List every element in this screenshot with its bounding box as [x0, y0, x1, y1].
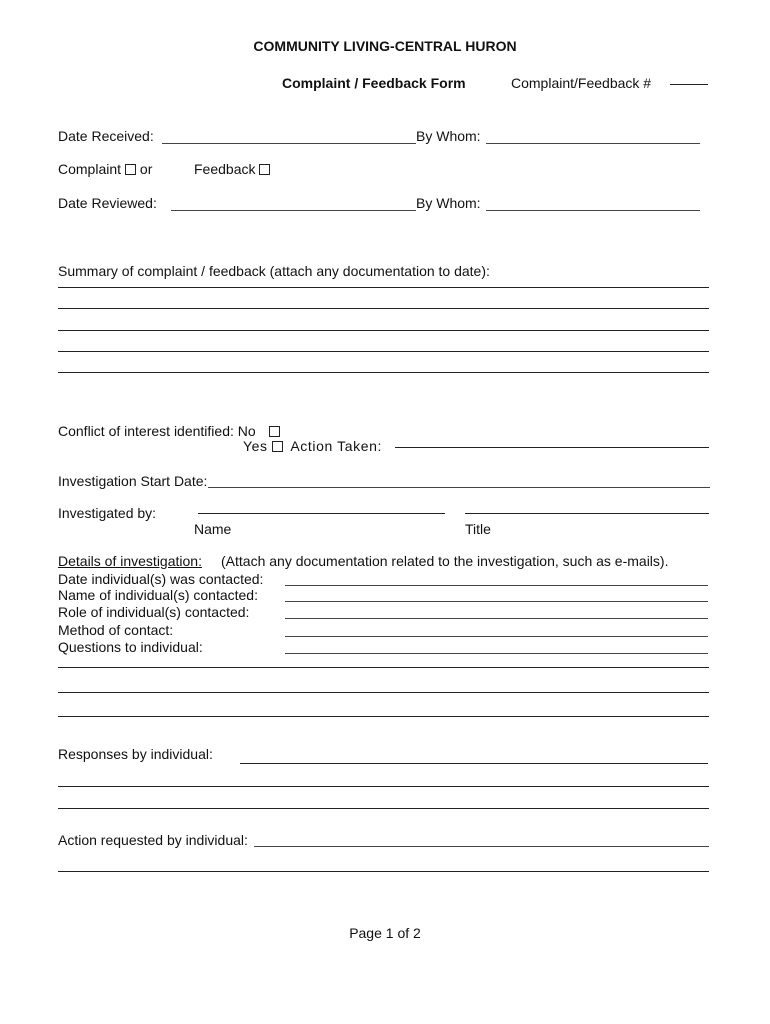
detail-row-label: Date individual(s) was contacted:	[58, 571, 264, 587]
summary-line[interactable]	[58, 287, 709, 288]
complaint-checkbox[interactable]	[125, 164, 136, 175]
page-number: Page 1 of 2	[349, 925, 421, 941]
responses-line[interactable]	[58, 786, 709, 787]
date-contacted-field[interactable]	[285, 585, 708, 586]
action-taken-label: Action Taken:	[290, 438, 382, 454]
org-name: COMMUNITY LIVING-CENTRAL HURON	[253, 38, 517, 54]
action-taken-field[interactable]	[395, 447, 709, 448]
complaint-number-field[interactable]	[670, 84, 708, 85]
responses-line[interactable]	[58, 808, 709, 809]
summary-label: Summary of complaint / feedback (attach any documentation to date):	[58, 263, 490, 279]
responses-label: Responses by individual:	[58, 746, 213, 762]
investigation-start-field[interactable]	[208, 487, 710, 488]
date-reviewed-label: Date Reviewed:	[58, 195, 157, 211]
details-heading: Details of investigation:	[58, 553, 202, 569]
conflict-label: Conflict of interest identified: No	[58, 423, 256, 439]
action-requested-field[interactable]	[254, 846, 709, 847]
conflict-no-option	[58, 423, 280, 439]
questions-field[interactable]	[285, 653, 708, 654]
detail-row-label: Method of contact:	[58, 622, 174, 638]
action-requested-label: Action requested by individual:	[58, 832, 248, 848]
investigation-start-label: Investigation Start Date:	[58, 473, 208, 489]
investigated-by-label: Investigated by:	[58, 505, 157, 521]
summary-line[interactable]	[58, 330, 709, 331]
details-note: (Attach any documentation related to the investigation, such as e-mails).	[221, 553, 669, 569]
detail-row-label: Name of individual(s) contacted:	[58, 587, 258, 603]
feedback-option	[194, 161, 270, 177]
conflict-yes-checkbox[interactable]	[272, 441, 283, 452]
responses-field[interactable]	[240, 763, 708, 764]
title-caption: Title	[465, 521, 491, 537]
date-received-field[interactable]	[162, 143, 416, 144]
action-requested-line[interactable]	[58, 871, 709, 872]
or-label: or	[139, 161, 153, 177]
detail-row-label: Role of individual(s) contacted:	[58, 604, 250, 620]
reviewed-by-field[interactable]	[486, 210, 700, 211]
summary-line[interactable]	[58, 308, 709, 309]
role-contacted-field[interactable]	[285, 618, 708, 619]
date-reviewed-field[interactable]	[171, 210, 416, 211]
conflict-no-checkbox[interactable]	[269, 426, 280, 437]
feedback-label: Feedback	[194, 161, 256, 177]
reviewed-by-label: By Whom:	[416, 195, 481, 211]
investigator-title-field[interactable]	[465, 513, 709, 514]
conflict-yes-option	[243, 438, 382, 454]
complaint-label: Complaint	[58, 161, 122, 177]
feedback-checkbox[interactable]	[259, 164, 270, 175]
investigator-name-field[interactable]	[198, 513, 445, 514]
summary-line[interactable]	[58, 372, 709, 373]
conflict-yes-label: Yes	[243, 438, 268, 454]
method-of-contact-field[interactable]	[285, 636, 708, 637]
detail-row-label: Questions to individual:	[58, 639, 203, 655]
complaint-option	[58, 161, 152, 177]
complaint-number-label: Complaint/Feedback #	[511, 75, 652, 91]
date-received-label: Date Received:	[58, 128, 154, 144]
received-by-field[interactable]	[486, 143, 700, 144]
questions-line[interactable]	[58, 692, 709, 693]
form-title: Complaint / Feedback Form	[282, 75, 466, 91]
questions-line[interactable]	[58, 716, 709, 717]
name-contacted-field[interactable]	[285, 601, 708, 602]
name-caption: Name	[194, 521, 232, 537]
summary-line[interactable]	[58, 351, 709, 352]
received-by-label: By Whom:	[416, 128, 481, 144]
questions-line[interactable]	[58, 667, 709, 668]
